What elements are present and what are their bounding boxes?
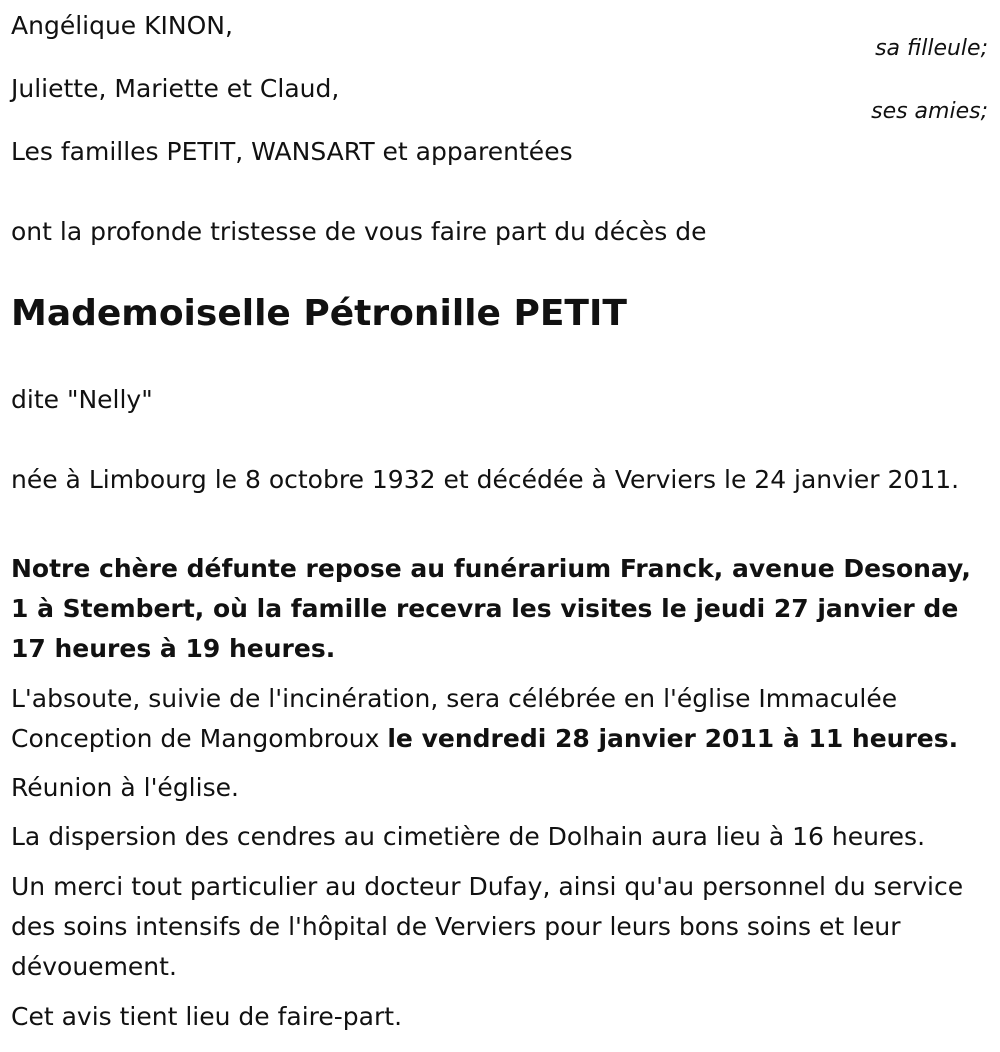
thanks-message: Un merci tout particulier au docteur Dufay, ainsi qu'au personnel du service des soins intensifs de l'hôpital de Verviers pour leurs bons soins et leur dévouement. bbox=[11, 872, 964, 981]
family-member-2: Juliette, Mariette et Claud, bbox=[11, 74, 340, 103]
family-member-3: Les familles PETIT, WANSART et apparentées bbox=[11, 137, 573, 166]
ashes-dispersal-info: La dispersion des cendres au cimetière de Dolhain aura lieu à 16 heures. bbox=[11, 822, 926, 851]
meeting-info: Réunion à l'église. bbox=[11, 773, 239, 802]
ceremony-date: le vendredi 28 janvier 2011 à 11 heures. bbox=[387, 724, 959, 753]
ceremony-text: L'absoute, suivie de l'incinération, sera célébrée en l'église Immaculée Conception de Mangombroux bbox=[11, 684, 898, 753]
closing-note: Cet avis tient lieu de faire-part. bbox=[11, 1002, 403, 1031]
birth-death-info: née à Limbourg le 8 octobre 1932 et décédée à Verviers le 24 janvier 2011. bbox=[11, 465, 960, 494]
family-member-1: Angélique KINON, bbox=[11, 11, 233, 40]
family-role-2: ses amies; bbox=[871, 99, 988, 124]
visitation-info: Notre chère défunte repose au funérarium Franck, avenue Desonay, 1 à Stembert, où la famille recevra les visites le jeudi 27 janvier de 17 heures à 19 heures. bbox=[11, 554, 971, 663]
announcement-intro: ont la profonde tristesse de vous faire part du décès de bbox=[11, 217, 707, 246]
ceremony-info bbox=[11, 679, 986, 759]
deceased-name: Mademoiselle Pétronille PETIT bbox=[11, 293, 627, 334]
family-role-1: sa filleule; bbox=[875, 36, 988, 61]
deceased-nickname: dite "Nelly" bbox=[11, 385, 153, 414]
